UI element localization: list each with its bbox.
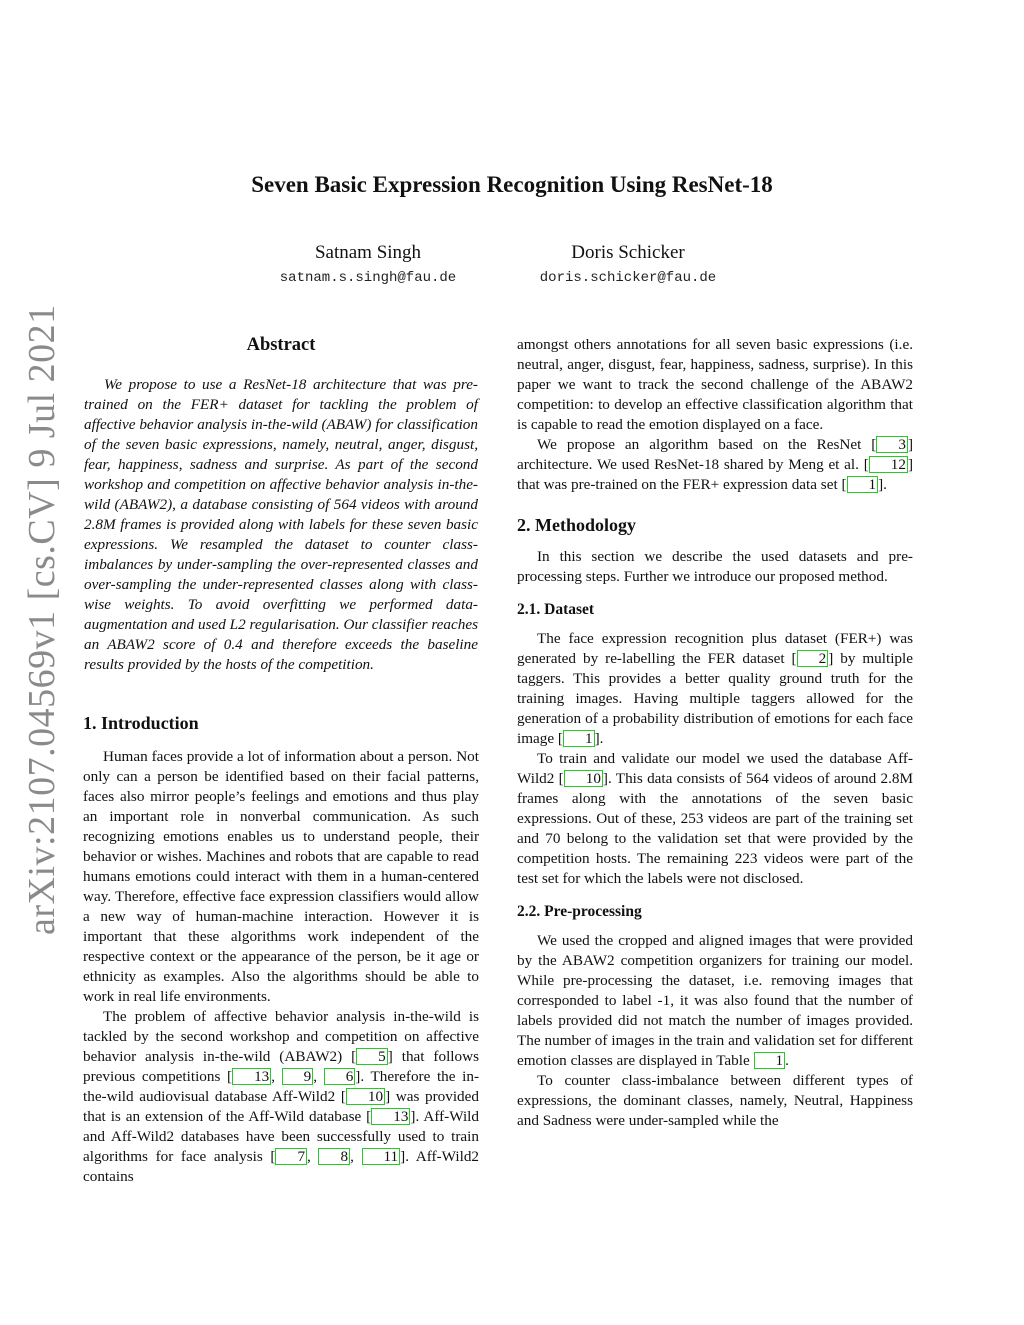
paper-title: Seven Basic Expression Recognition Using ResNet-18 (251, 172, 773, 197)
citation-link[interactable]: 12 (869, 456, 908, 473)
methodology-paragraph: In this section we describe the used datasets and pre-processing steps. Further we introduce our proposed method. (517, 548, 913, 585)
citation-link[interactable]: 7 (275, 1148, 307, 1165)
citation-link[interactable]: 2 (797, 650, 829, 667)
section-heading-methodology: 2. Methodology (517, 515, 636, 535)
intro-paragraph-1: Human faces provide a lot of information about a person. Not only can a person be identified based on their facial patterns, faces also mirror people’s feelings and emotions and thus play an important role in nonverbal communication. As such recognizing emotions enables us to understand people, their behavior or wishes. Machines and robots that are capable to read humans emotions could interact with them in a human-centered way. Therefore, effective face expression classifiers would allow a new way of human-machine interaction. However it is important that these algorithms work independent of the respective context or the appearance of the person, be it age or ethnicity as examples. Also the algorithms should be able to work in real life environments. (83, 748, 479, 1005)
citation-link[interactable]: 6 (324, 1068, 356, 1085)
author-name: Doris Schicker (571, 242, 685, 263)
citation-link[interactable]: 11 (362, 1148, 401, 1165)
preprocessing-paragraph-1: We used the cropped and aligned images that were provided by the ABAW2 competition organizers for training our model. While pre-processing the dataset, i.e. removing images that corresponded to label -1, it was also found that the number of labels provided did not match the number of images provided. The number of images in the train and validation set for different emotion classes are displayed in Table 1 . (517, 932, 913, 1069)
citation-link[interactable]: 13 (371, 1108, 410, 1125)
right-column (517, 335, 913, 1131)
citation-link[interactable]: 13 (232, 1068, 271, 1085)
citation-link[interactable]: 1 (847, 476, 879, 493)
author-email: satnam.s.singh@fau.de (279, 270, 457, 286)
author-email: doris.schicker@fau.de (539, 270, 717, 286)
citation-link[interactable]: 5 (356, 1048, 388, 1065)
dataset-paragraph-2: To train and validate our model we used the database Aff-Wild2 [ 10 ]. This data consists of 564 videos of around 2.8M frames along with the annotations of the seven basic expressions. Out of these, 253 videos are part of the training set and 70 belong to the validation set that were provided by the competition hosts. The remaining 223 videos were part of the test set for which the labels were not disclosed. (517, 750, 913, 887)
section-heading-introduction: 1. Introduction (83, 713, 199, 733)
author-block-2 (478, 240, 778, 286)
dataset-paragraph-1: The face expression recognition plus dataset (FER+) was generated by re-labelling the FER dataset [ 2 ] by multiple taggers. This provides a better quality ground truth for the training images. Having multiple taggers allowed for the generation of a probability distribution of emotions for each face image [ 1 ]. (517, 630, 913, 747)
intro-paragraph-2: The problem of affective behavior analysis in-the-wild is tackled by the second workshop and competition on affective behavior analysis in-the-wild (ABAW2) [ 5 ] that follows previous competitions [ 13 , 9 , 6 ]. Therefore the in-the-wild audiovisual database Aff-Wild2 [ 10 ] was provided that is an extension of the Aff-Wild database [ 13 ]. Aff-Wild and Aff-Wild2 databases have been successfully used to train algorithms for face analysis [ 7 , 8 , 11 ]. Aff-Wild2 contains (83, 1008, 480, 1185)
citation-link[interactable]: 1 (563, 730, 595, 747)
intro-paragraph-3: We propose an algorithm based on the ResNet [ 3 ] architecture. We used ResNet-18 shared by Meng et al. [ 12 ] that was pre-trained on the FER+ expression data set [ 1 ]. (517, 436, 913, 493)
author-name: Satnam Singh (314, 242, 422, 263)
intro-continuation: amongst others annotations for all seven basic expressions (i.e. neutral, anger, disgust, fear, happiness, sadness, surprise). In this paper we want to track the second challenge of the ABAW2 competition: to develop an effective classification algorithm that is capable to read the emotion displayed on a face. (517, 336, 913, 433)
arxiv-identifier: arXiv:2107.04569v1 [cs.CV] 9 Jul 2021 (21, 304, 63, 935)
author-block-1 (218, 240, 518, 286)
table-reference-link[interactable]: 1 (754, 1052, 786, 1069)
citation-link[interactable]: 10 (564, 770, 603, 787)
abstract-heading: Abstract (246, 335, 316, 355)
left-column (83, 333, 479, 1187)
citation-link[interactable]: 3 (876, 436, 908, 453)
citation-link[interactable]: 8 (318, 1148, 350, 1165)
citation-link[interactable]: 10 (346, 1088, 385, 1105)
subsection-heading-preprocessing: 2.2. Pre-processing (517, 903, 642, 920)
preprocessing-paragraph-2: To counter class-imbalance between different types of expressions, the dominant classes, namely, Neutral, Happiness and Sadness were under-sampled while the (517, 1072, 913, 1129)
citation-link[interactable]: 9 (282, 1068, 314, 1085)
subsection-heading-dataset: 2.1. Dataset (517, 601, 595, 618)
abstract-text: We propose to use a ResNet-18 architecture that was pre-trained on the FER+ dataset for tackling the problem of affective behavior analysis in-the-wild (ABAW) for classification of the seven basic expressions, namely, neutral, anger, disgust, fear, happiness, sadness and surprise. As part of the second workshop and competition on affective behavior analysis in-the-wild (ABAW2), a database consisting of 564 videos with around 2.8M frames is provided along with labels for these seven basic expressions. We resampled the dataset to counter class-imbalances by under-sampling the over-represented classes and over-sampling the under-represented classes along with class-wise weights. To avoid overfitting we performed data-augmentation and used L2 regularisation. Our classifier reaches an ABAW2 score of 0.4 and therefore exceeds the baseline results provided by the hosts of the competition. (84, 376, 478, 673)
